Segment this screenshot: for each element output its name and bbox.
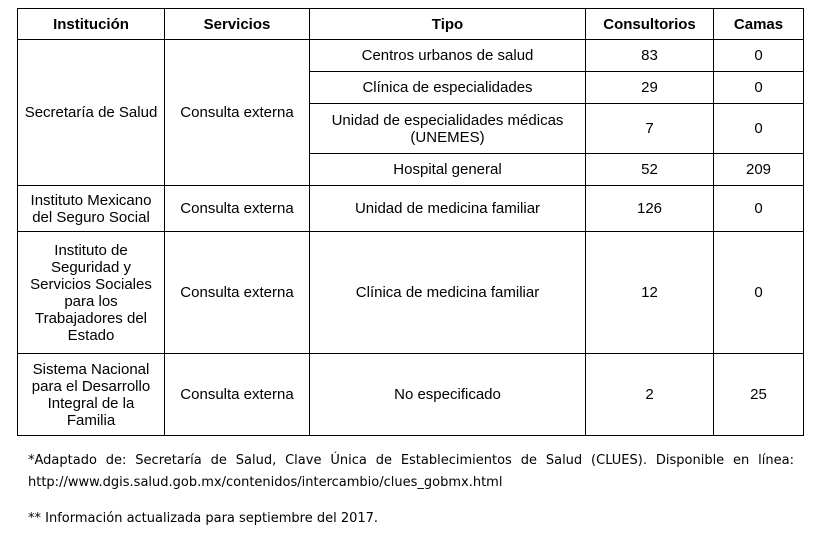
institution-cell: Sistema Nacional para el Desarrollo Integral de la Familia [18, 354, 165, 436]
service-cell: Consulta externa [165, 354, 310, 436]
table-row [18, 186, 804, 232]
tipo-cell: Centros urbanos de salud [310, 40, 586, 72]
service-cell: Consulta externa [165, 186, 310, 232]
header-servicios: Servicios [165, 9, 310, 40]
source-note: *Adaptado de: Secretaría de Salud, Clave Única de Establecimientos de Salud (CLUES). Disponible en línea: http://www.dgis.salud.gob.mx/contenidos/intercambio/clues_gobmx.html [28, 453, 794, 490]
camas-cell: 0 [714, 40, 804, 72]
camas-cell: 0 [714, 104, 804, 154]
table-row [18, 354, 804, 436]
consultorios-cell: 12 [586, 232, 714, 354]
tipo-cell: Hospital general [310, 154, 586, 186]
camas-cell: 0 [714, 72, 804, 104]
camas-cell: 25 [714, 354, 804, 436]
consultorios-cell: 52 [586, 154, 714, 186]
tipo-cell: Unidad de medicina familiar [310, 186, 586, 232]
institution-cell: Instituto Mexicano del Seguro Social [18, 186, 165, 232]
facilities-table-container [17, 8, 803, 436]
facilities-table [17, 8, 804, 436]
institution-cell: Instituto de Seguridad y Servicios Sociales para los Trabajadores del Estado [18, 232, 165, 354]
header-institucion: Institución [18, 9, 165, 40]
table-header-row [18, 9, 804, 40]
table-row [18, 40, 804, 72]
table-notes [28, 450, 794, 530]
tipo-cell: Unidad de especialidades médicas (UNEMES) [310, 104, 586, 154]
consultorios-cell: 29 [586, 72, 714, 104]
table-row [18, 232, 804, 354]
update-note: ** Información actualizada para septiembre del 2017. [28, 511, 379, 526]
institution-cell: Secretaría de Salud [18, 40, 165, 186]
camas-cell: 209 [714, 154, 804, 186]
consultorios-cell: 2 [586, 354, 714, 436]
header-consultorios: Consultorios [586, 9, 714, 40]
consultorios-cell: 83 [586, 40, 714, 72]
camas-cell: 0 [714, 232, 804, 354]
service-cell: Consulta externa [165, 40, 310, 186]
tipo-cell: Clínica de especialidades [310, 72, 586, 104]
header-camas: Camas [714, 9, 804, 40]
header-tipo: Tipo [310, 9, 586, 40]
consultorios-cell: 126 [586, 186, 714, 232]
consultorios-cell: 7 [586, 104, 714, 154]
camas-cell: 0 [714, 186, 804, 232]
tipo-cell: No especificado [310, 354, 586, 436]
service-cell: Consulta externa [165, 232, 310, 354]
tipo-cell: Clínica de medicina familiar [310, 232, 586, 354]
